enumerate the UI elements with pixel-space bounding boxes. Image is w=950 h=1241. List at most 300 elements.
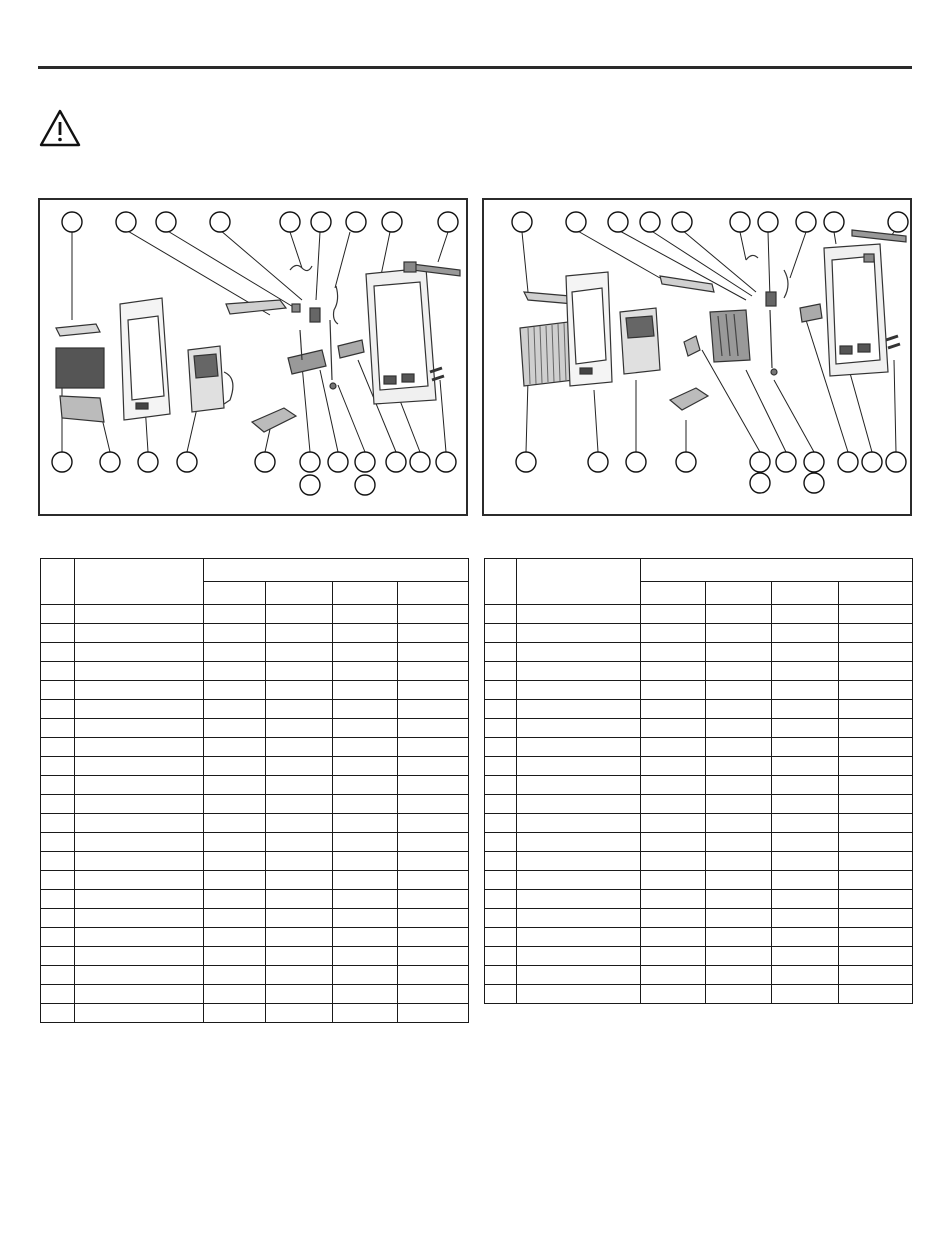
table-row (485, 814, 913, 833)
table-cell (204, 757, 266, 776)
table-cell (839, 909, 913, 928)
header-cell-model (839, 582, 913, 605)
table-cell (75, 852, 204, 871)
header-cell-model (641, 582, 706, 605)
table-cell (204, 738, 266, 757)
table-row (485, 738, 913, 757)
diagram-right-drawing (484, 200, 912, 516)
table-cell (333, 833, 398, 852)
table-header-row (485, 559, 913, 582)
table-cell (398, 624, 469, 643)
header-cell-model (398, 582, 469, 605)
table-cell (75, 624, 204, 643)
table-cell (333, 814, 398, 833)
table-row (41, 719, 469, 738)
table-cell (772, 776, 839, 795)
table-header-row (41, 559, 469, 582)
table-cell (517, 966, 641, 985)
table-cell (266, 1004, 333, 1023)
table-cell (706, 700, 772, 719)
table-cell (706, 947, 772, 966)
table-cell (75, 643, 204, 662)
table-cell (485, 890, 517, 909)
table-cell (398, 1004, 469, 1023)
table-cell (485, 909, 517, 928)
table-cell (266, 852, 333, 871)
table-cell (204, 605, 266, 624)
table-cell (333, 624, 398, 643)
table-cell (41, 890, 75, 909)
header-cell-key (485, 559, 517, 605)
table-cell (517, 605, 641, 624)
table-cell (204, 776, 266, 795)
table-cell (641, 966, 706, 985)
table-row (41, 738, 469, 757)
table-cell (485, 643, 517, 662)
table-cell (772, 871, 839, 890)
table-cell (641, 719, 706, 738)
table-cell (266, 928, 333, 947)
table-cell (266, 814, 333, 833)
table-row (41, 776, 469, 795)
table-cell (839, 852, 913, 871)
table-cell (772, 795, 839, 814)
table-cell (266, 624, 333, 643)
table-row (485, 795, 913, 814)
table-cell (41, 833, 75, 852)
table-cell (266, 700, 333, 719)
table-cell (333, 776, 398, 795)
table-cell (41, 681, 75, 700)
table-cell (772, 681, 839, 700)
table-cell (772, 833, 839, 852)
table-row (485, 947, 913, 966)
table-cell (706, 814, 772, 833)
table-cell (517, 700, 641, 719)
table-cell (41, 909, 75, 928)
table-cell (398, 719, 469, 738)
table-row (41, 909, 469, 928)
table-cell (41, 852, 75, 871)
table-cell (204, 985, 266, 1004)
table-cell (204, 719, 266, 738)
table-row (485, 776, 913, 795)
table-cell (398, 852, 469, 871)
table-cell (75, 947, 204, 966)
table-cell (333, 757, 398, 776)
table-cell (517, 681, 641, 700)
table-cell (333, 605, 398, 624)
table-row (41, 643, 469, 662)
table-cell (266, 833, 333, 852)
table-cell (333, 738, 398, 757)
table-cell (398, 700, 469, 719)
table-cell (772, 890, 839, 909)
table-cell (398, 928, 469, 947)
table-row (41, 757, 469, 776)
table-cell (41, 757, 75, 776)
table-cell (266, 871, 333, 890)
table-cell (204, 681, 266, 700)
table-row (41, 795, 469, 814)
table-cell (333, 719, 398, 738)
table-cell (266, 738, 333, 757)
table-cell (398, 871, 469, 890)
table-cell (398, 643, 469, 662)
header-cell-model (204, 582, 266, 605)
header-cell-description (75, 559, 204, 605)
table-cell (839, 757, 913, 776)
table-cell (266, 966, 333, 985)
table-cell (706, 681, 772, 700)
parts-table-left (40, 558, 469, 1023)
table-cell (772, 662, 839, 681)
table-cell (517, 909, 641, 928)
table-cell (204, 662, 266, 681)
table-cell (485, 814, 517, 833)
table-cell (398, 966, 469, 985)
table-row (41, 985, 469, 1004)
table-cell (333, 871, 398, 890)
table-cell (706, 928, 772, 947)
table-cell (706, 852, 772, 871)
table-cell (333, 662, 398, 681)
table-row (485, 833, 913, 852)
table-cell (204, 833, 266, 852)
table-cell (485, 738, 517, 757)
table-cell (398, 833, 469, 852)
table-cell (75, 719, 204, 738)
table-cell (398, 662, 469, 681)
header-cell-description (517, 559, 641, 605)
table-cell (333, 928, 398, 947)
table-cell (706, 643, 772, 662)
table-cell (333, 852, 398, 871)
table-cell (398, 814, 469, 833)
warning-triangle-icon (38, 108, 82, 148)
table-cell (485, 757, 517, 776)
table-cell (41, 624, 75, 643)
table-cell (839, 966, 913, 985)
table-row (41, 852, 469, 871)
table-cell (641, 776, 706, 795)
table-cell (706, 719, 772, 738)
table-cell (839, 738, 913, 757)
table-cell (706, 909, 772, 928)
table-row (485, 700, 913, 719)
table-cell (706, 966, 772, 985)
table-cell (839, 605, 913, 624)
table-cell (204, 814, 266, 833)
table-cell (75, 700, 204, 719)
header-cell-model (772, 582, 839, 605)
table-cell (517, 928, 641, 947)
table-cell (266, 947, 333, 966)
table-cell (517, 890, 641, 909)
table-cell (772, 757, 839, 776)
table-cell (75, 662, 204, 681)
header-cell-models (641, 559, 913, 582)
table-cell (772, 814, 839, 833)
table-cell (517, 871, 641, 890)
table-cell (485, 681, 517, 700)
table-cell (839, 643, 913, 662)
table-cell (485, 985, 517, 1004)
table-cell (839, 662, 913, 681)
table-cell (772, 985, 839, 1004)
table-cell (839, 947, 913, 966)
table-cell (333, 681, 398, 700)
table-cell (41, 662, 75, 681)
table-cell (204, 852, 266, 871)
table-cell (75, 909, 204, 928)
table-cell (641, 833, 706, 852)
table-cell (641, 795, 706, 814)
table-row (41, 1004, 469, 1023)
table-cell (204, 643, 266, 662)
table-cell (706, 662, 772, 681)
table-cell (266, 681, 333, 700)
table-cell (398, 890, 469, 909)
table-cell (485, 795, 517, 814)
table-cell (772, 738, 839, 757)
table-cell (75, 776, 204, 795)
table-cell (485, 871, 517, 890)
table-row (485, 909, 913, 928)
table-cell (772, 966, 839, 985)
table-cell (398, 947, 469, 966)
table-cell (75, 966, 204, 985)
table-row (41, 624, 469, 643)
table-cell (41, 1004, 75, 1023)
header-cell-model (706, 582, 772, 605)
table-cell (517, 643, 641, 662)
table-cell (772, 643, 839, 662)
table-cell (204, 890, 266, 909)
table-cell (517, 985, 641, 1004)
table-cell (75, 795, 204, 814)
table-cell (41, 966, 75, 985)
table-cell (333, 985, 398, 1004)
table-cell (772, 605, 839, 624)
table-cell (398, 605, 469, 624)
table-cell (706, 605, 772, 624)
table-cell (75, 985, 204, 1004)
table-cell (706, 624, 772, 643)
table-cell (706, 890, 772, 909)
table-row (485, 871, 913, 890)
table-cell (75, 681, 204, 700)
table-cell (204, 928, 266, 947)
table-cell (517, 947, 641, 966)
table-cell (641, 605, 706, 624)
table-row (485, 966, 913, 985)
table-cell (706, 871, 772, 890)
parts-table-right-body (485, 605, 913, 1004)
table-cell (772, 947, 839, 966)
table-cell (204, 624, 266, 643)
table-cell (204, 947, 266, 966)
table-cell (333, 643, 398, 662)
table-row (485, 890, 913, 909)
parts-table-right (484, 558, 913, 1004)
table-row (485, 624, 913, 643)
table-row (41, 890, 469, 909)
table-cell (41, 947, 75, 966)
table-cell (398, 795, 469, 814)
table-cell (204, 1004, 266, 1023)
table-cell (641, 909, 706, 928)
table-cell (75, 605, 204, 624)
table-row (485, 985, 913, 1004)
table-row (485, 719, 913, 738)
table-cell (641, 947, 706, 966)
table-cell (333, 1004, 398, 1023)
table-cell (517, 852, 641, 871)
table-cell (75, 1004, 204, 1023)
table-cell (839, 776, 913, 795)
table-cell (517, 757, 641, 776)
table-cell (398, 757, 469, 776)
table-cell (75, 738, 204, 757)
header-cell-key (41, 559, 75, 605)
table-cell (839, 985, 913, 1004)
table-row (41, 947, 469, 966)
table-cell (706, 738, 772, 757)
table-cell (772, 624, 839, 643)
table-row (485, 757, 913, 776)
exploded-diagram-left (38, 198, 468, 516)
table-cell (641, 814, 706, 833)
table-cell (641, 852, 706, 871)
table-cell (517, 795, 641, 814)
header-cell-model (333, 582, 398, 605)
table-cell (41, 738, 75, 757)
diagram-left-drawing (40, 200, 468, 516)
table-cell (41, 928, 75, 947)
table-row (41, 928, 469, 947)
table-cell (839, 833, 913, 852)
table-cell (266, 890, 333, 909)
table-cell (706, 757, 772, 776)
table-cell (839, 890, 913, 909)
table-cell (204, 700, 266, 719)
table-cell (75, 871, 204, 890)
table-cell (41, 776, 75, 795)
table-cell (75, 928, 204, 947)
table-cell (641, 643, 706, 662)
table-cell (41, 643, 75, 662)
table-cell (706, 833, 772, 852)
table-cell (204, 795, 266, 814)
table-cell (204, 909, 266, 928)
table-row (41, 833, 469, 852)
table-row (485, 852, 913, 871)
parts-table-left-body (41, 605, 469, 1023)
table-cell (517, 719, 641, 738)
table-cell (485, 662, 517, 681)
table-cell (333, 909, 398, 928)
table-cell (485, 833, 517, 852)
table-row (41, 700, 469, 719)
table-cell (517, 833, 641, 852)
table-cell (398, 681, 469, 700)
table-cell (641, 985, 706, 1004)
table-cell (75, 833, 204, 852)
table-cell (839, 719, 913, 738)
table-cell (41, 605, 75, 624)
table-cell (333, 890, 398, 909)
table-row (41, 681, 469, 700)
table-cell (41, 719, 75, 738)
header-cell-model (266, 582, 333, 605)
header-cell-models (204, 559, 469, 582)
table-cell (75, 890, 204, 909)
table-row (41, 814, 469, 833)
table-cell (641, 662, 706, 681)
table-cell (398, 985, 469, 1004)
table-cell (485, 605, 517, 624)
table-cell (41, 700, 75, 719)
table-cell (517, 662, 641, 681)
table-cell (266, 719, 333, 738)
table-cell (485, 624, 517, 643)
table-cell (706, 795, 772, 814)
table-cell (333, 947, 398, 966)
table-cell (772, 719, 839, 738)
table-cell (485, 947, 517, 966)
table-cell (398, 909, 469, 928)
table-row (485, 681, 913, 700)
table-cell (485, 928, 517, 947)
table-cell (398, 776, 469, 795)
table-cell (772, 909, 839, 928)
exploded-diagram-right (482, 198, 912, 516)
table-cell (333, 700, 398, 719)
table-cell (517, 738, 641, 757)
table-cell (641, 624, 706, 643)
table-cell (641, 681, 706, 700)
table-cell (41, 795, 75, 814)
table-cell (204, 871, 266, 890)
table-cell (839, 681, 913, 700)
table-cell (772, 852, 839, 871)
table-cell (517, 776, 641, 795)
table-cell (398, 738, 469, 757)
table-cell (266, 605, 333, 624)
table-cell (839, 795, 913, 814)
table-cell (772, 700, 839, 719)
table-cell (204, 966, 266, 985)
table-row (485, 605, 913, 624)
table-row (41, 605, 469, 624)
table-cell (517, 624, 641, 643)
table-cell (706, 776, 772, 795)
table-row (485, 643, 913, 662)
table-cell (266, 985, 333, 1004)
table-cell (75, 757, 204, 776)
table-cell (641, 700, 706, 719)
table-cell (839, 928, 913, 947)
table-cell (75, 814, 204, 833)
table-cell (839, 700, 913, 719)
table-cell (839, 814, 913, 833)
table-cell (839, 871, 913, 890)
table-cell (266, 909, 333, 928)
table-cell (641, 871, 706, 890)
table-cell (485, 700, 517, 719)
table-cell (333, 966, 398, 985)
